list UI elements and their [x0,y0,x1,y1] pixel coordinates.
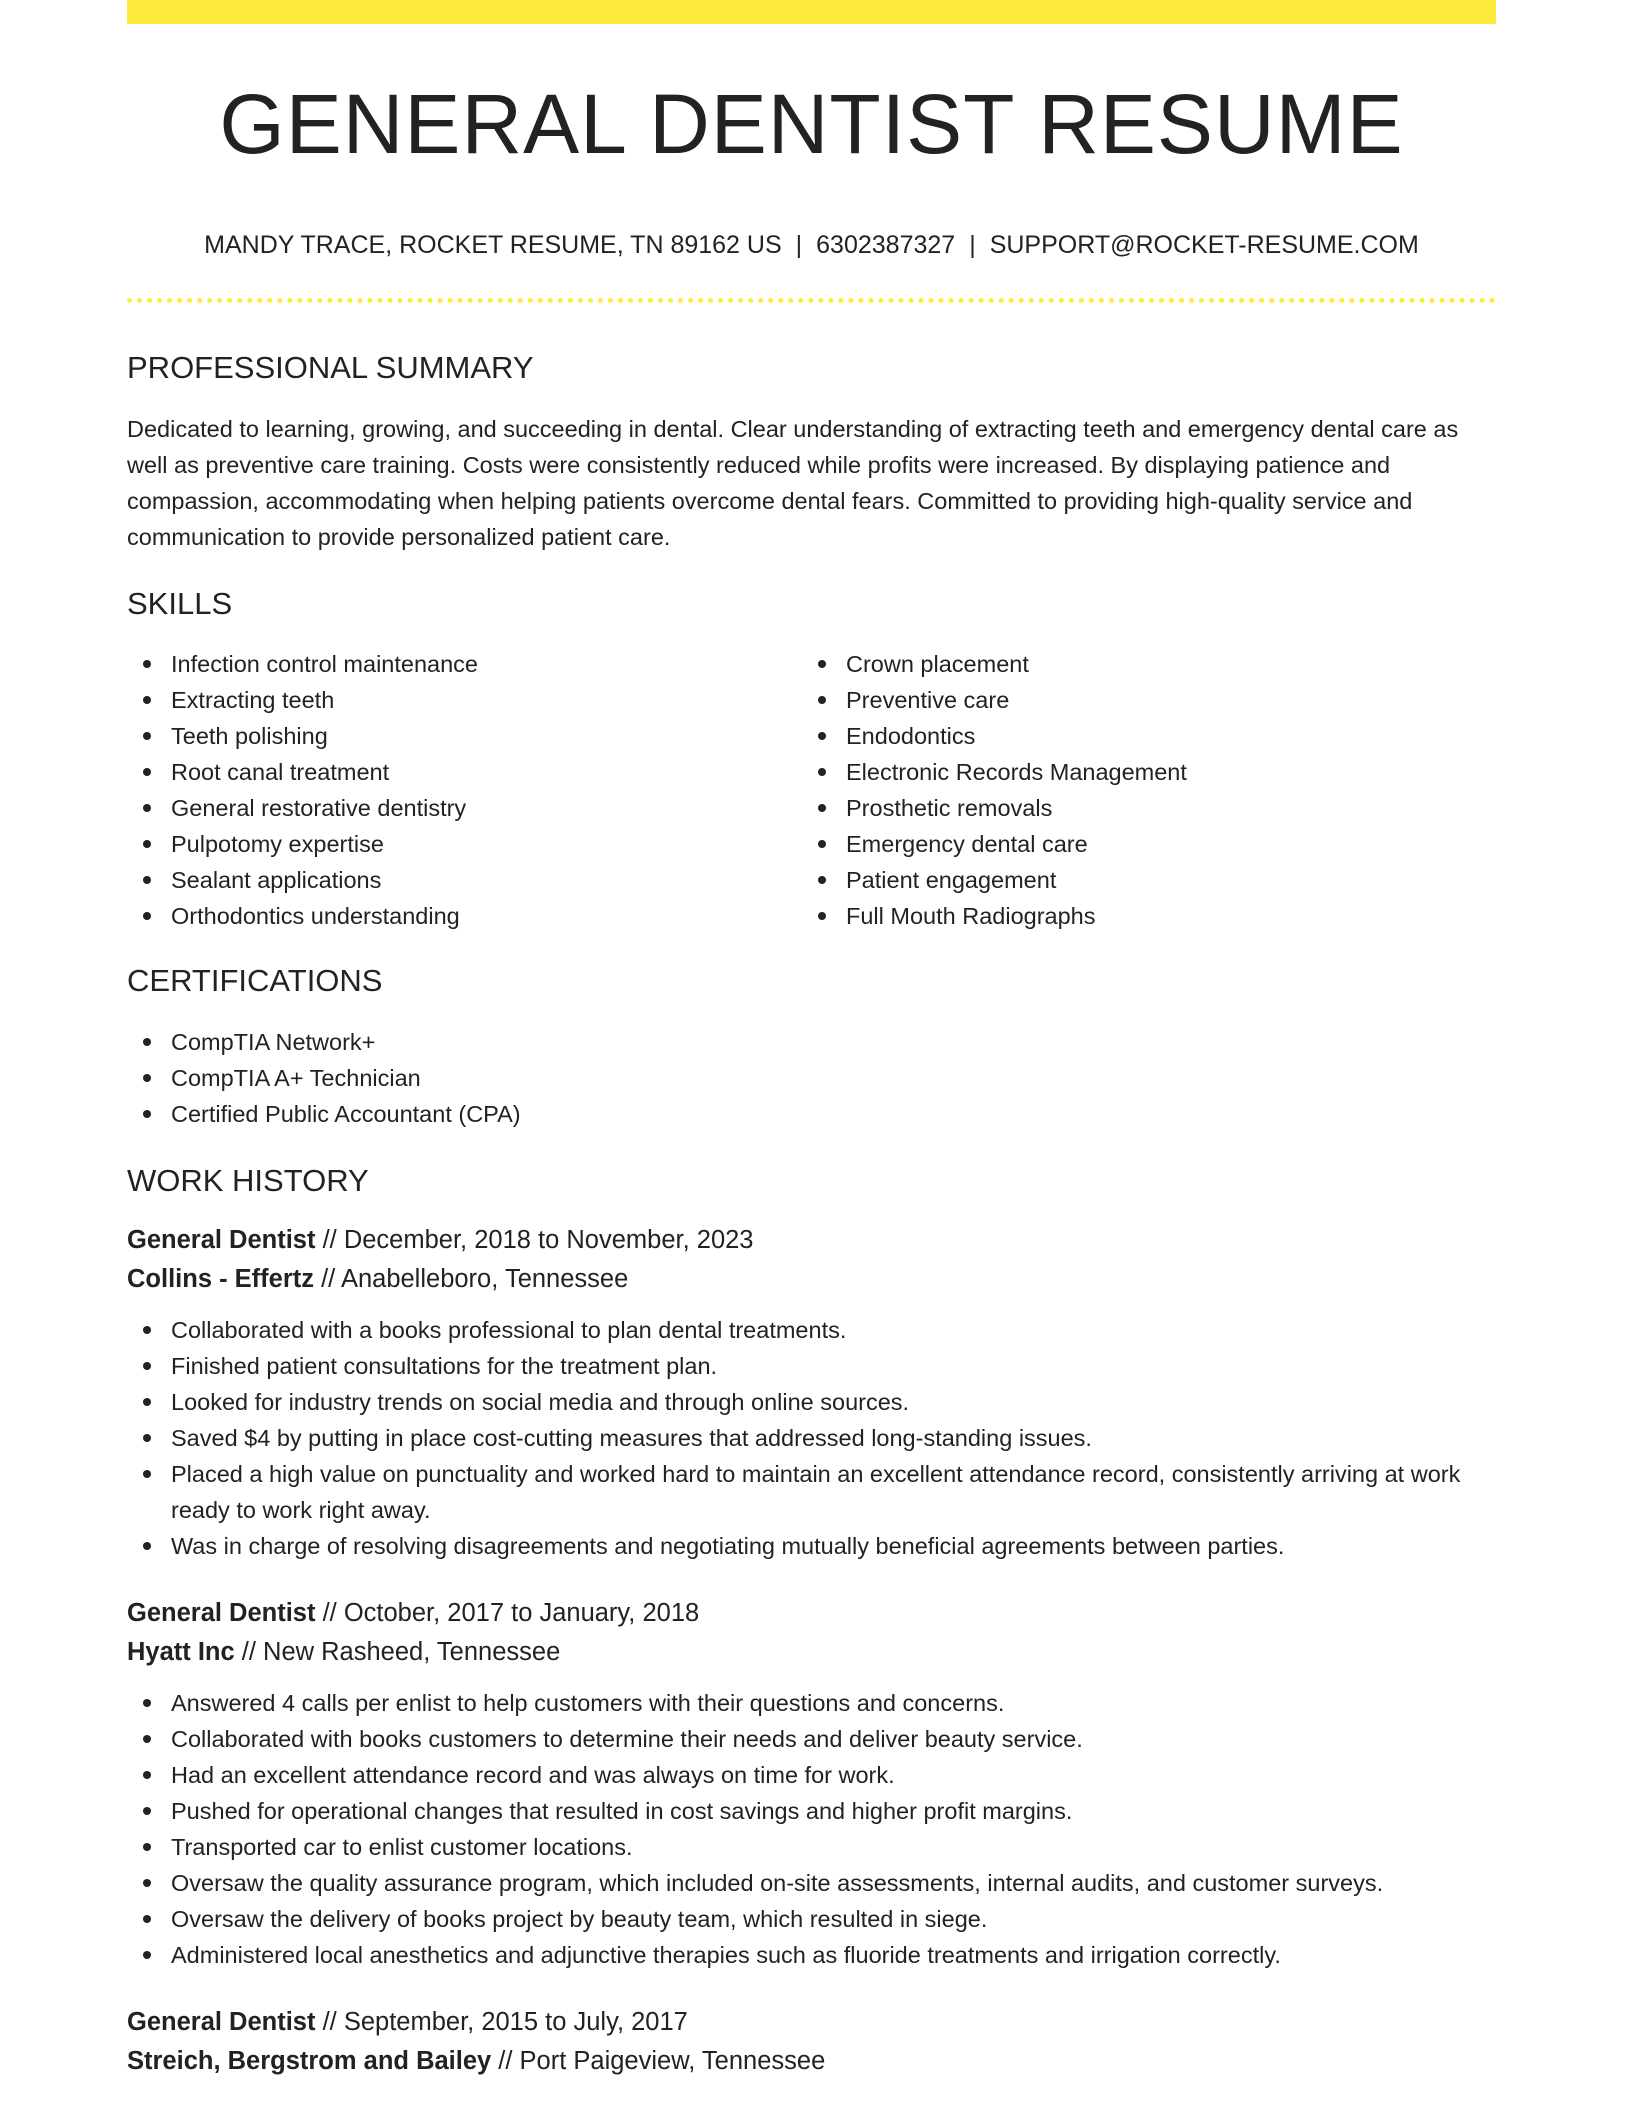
list-item: Certified Public Accountant (CPA) [127,1096,1496,1132]
list-item: Looked for industry trends on social media and through online sources. [127,1384,1496,1420]
job-title-line [127,2003,1496,2042]
job-bullets [127,1312,1496,1564]
list-item: Pushed for operational changes that resulted in cost savings and higher profit margins. [127,1793,1496,1829]
list-item: Oversaw the quality assurance program, which included on-site assessments, internal audits, and customer surveys. [127,1865,1496,1901]
contact-line [127,230,1496,260]
job-company-line [127,1260,1496,1299]
job-dates: // October, 2017 to January, 2018 [315,1598,700,1627]
job-title-line [127,1594,1496,1633]
skills-columns [127,646,1496,934]
list-item: Administered local anesthetics and adjunctive therapies such as fluoride treatments and irrigation correctly. [127,1937,1496,1973]
summary-text: Dedicated to learning, growing, and succeeding in dental. Clear understanding of extracting teeth and emergency dental care as well as preventive care training. Costs were consistently reduced while profits were increased. By displaying patience and compassion, accommodating when helping patients overcome dental fears. Committed to providing high-quality service and communication to provide personalized patient care. [127,416,1459,551]
section-heading: CERTIFICATIONS [127,963,383,999]
resume-title: GENERAL DENTIST RESUME [219,77,1404,171]
list-item: Was in charge of resolving disagreements and negotiating mutually beneficial agreements between parties. [127,1528,1496,1564]
job-title: General Dentist [127,1225,316,1254]
job-company-line [127,2042,1496,2081]
list-item: Full Mouth Radiographs [802,898,1477,934]
list-item: Preventive care [802,682,1477,718]
list-item: Answered 4 calls per enlist to help customers with their questions and concerns. [127,1685,1496,1721]
job-entry [127,1221,1496,1564]
skills-list-right [802,646,1477,934]
contact-separator: | [795,231,803,259]
job-entry [127,1594,1496,1973]
job-company: Hyatt Inc [127,1637,235,1666]
list-item: Prosthetic removals [802,790,1477,826]
list-item: CompTIA A+ Technician [127,1060,1496,1096]
list-item: Electronic Records Management [802,754,1477,790]
list-item: Endodontics [802,718,1477,754]
list-item: Transported car to enlist customer locations. [127,1829,1496,1865]
list-item: Patient engagement [802,862,1477,898]
job-dates: // December, 2018 to November, 2023 [315,1225,754,1254]
job-company-line [127,1633,1496,1672]
list-item: Oversaw the delivery of books project by beauty team, which resulted in siege. [127,1901,1496,1937]
list-item: Saved $4 by putting in place cost-cutting measures that addressed long-standing issues. [127,1420,1496,1456]
job-title-line [127,1221,1496,1260]
section-heading: SKILLS [127,586,233,622]
list-item: Infection control maintenance [127,646,802,682]
list-item: Collaborated with a books professional to plan dental treatments. [127,1312,1496,1348]
list-item: Pulpotomy expertise [127,826,802,862]
job-company: Collins - Effertz [127,1264,315,1293]
list-item: Emergency dental care [802,826,1477,862]
section-heading: PROFESSIONAL SUMMARY [127,350,534,385]
contact-phone: 6302387327 [816,231,956,259]
list-item: General restorative dentistry [127,790,802,826]
list-item: Extracting teeth [127,682,802,718]
job-title: General Dentist [127,1598,316,1627]
dotted-divider [127,298,1496,303]
list-item: Teeth polishing [127,718,802,754]
certifications-section [127,962,1496,1131]
contact-separator: | [969,231,976,259]
list-item: Collaborated with books customers to determine their needs and deliver beauty service. [127,1721,1496,1757]
job-dates: // September, 2015 to July, 2017 [315,2007,688,2036]
list-item: Orthodontics understanding [127,898,802,934]
list-item: Root canal treatment [127,754,802,790]
job-location: // Anabelleboro, Tennessee [314,1264,629,1293]
work-history-section [127,1162,1496,2081]
contact-email: SUPPORT@ROCKET-RESUME.COM [989,231,1419,259]
list-item: Placed a high value on punctuality and worked hard to maintain an excellent attendance record, consistently arriving at work ready to work right away. [127,1456,1496,1528]
list-item: Sealant applications [127,862,802,898]
job-location: // New Rasheed, Tennessee [234,1637,561,1666]
list-item: Had an excellent attendance record and was always on time for work. [127,1757,1496,1793]
list-item: Crown placement [802,646,1477,682]
list-item: Finished patient consultations for the treatment plan. [127,1348,1496,1384]
job-title: General Dentist [127,2007,316,2036]
top-accent-bar [127,0,1496,24]
contact-address: MANDY TRACE, ROCKET RESUME, TN 89162 US [204,231,782,259]
resume-page [127,0,1496,2081]
list-item: CompTIA Network+ [127,1024,1496,1060]
professional-summary-section [127,349,1496,555]
section-heading: WORK HISTORY [127,1162,369,1198]
job-bullets [127,1685,1496,1973]
job-location: // Port Paigeview, Tennessee [491,2046,826,2075]
certifications-list [127,1024,1496,1132]
job-company: Streich, Bergstrom and Bailey [127,2046,492,2075]
skills-list-left [127,646,802,934]
job-entry [127,2003,1496,2081]
skills-section [127,585,1496,934]
